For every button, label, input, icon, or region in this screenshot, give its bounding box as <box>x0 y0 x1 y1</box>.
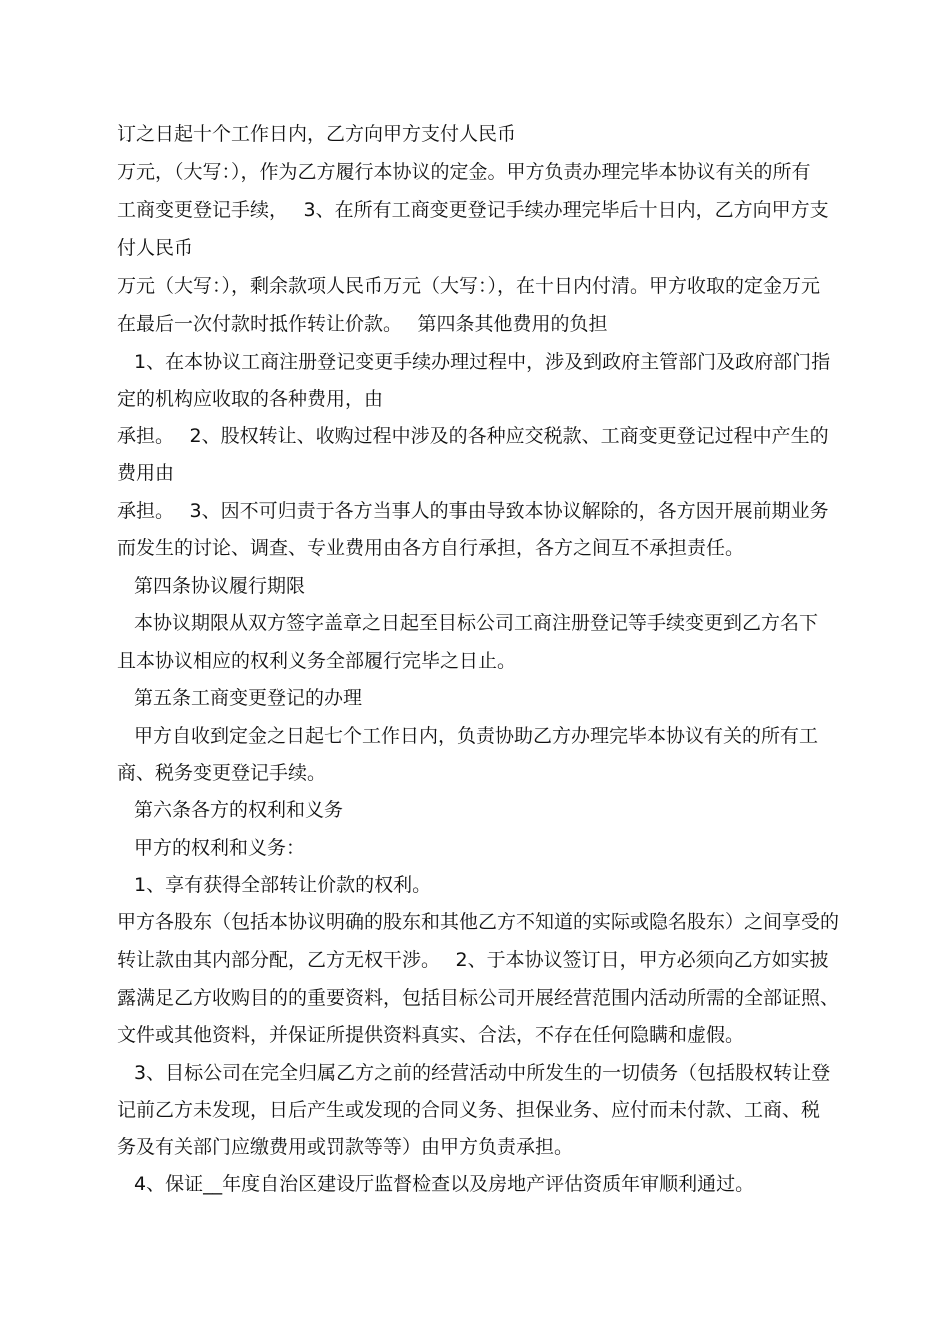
text-line: 承担。 2、股权转让、收购过程中涉及的各种应交税款、工商变更登记过程中产生的 <box>117 425 829 447</box>
section-heading: 第六条各方的权利和义务 <box>134 799 344 821</box>
text-line: 且本协议相应的权利义务全部履行完毕之日止。 <box>117 650 517 672</box>
text-line: 工商变更登记手续， 3、在所有工商变更登记手续办理完毕后十日内，乙方向甲方支 <box>117 199 829 221</box>
text-line: 定的机构应收取的各种费用，由 <box>117 388 384 410</box>
text-line: 转让款由其内部分配，乙方无权干涉。 2、于本协议签订日，甲方必须向乙方如实披 <box>117 949 829 971</box>
text-line: 万元（大写：），剩余款项人民币万元（大写：），在十日内付清。甲方收取的定金万元 <box>117 275 821 297</box>
text-line: 4、保证__年度自治区建设厅监督检查以及房地产评估资质年审顺利通过。 <box>134 1173 755 1195</box>
text-line: 商、税务变更登记手续。 <box>117 762 327 784</box>
text-line: 3、目标公司在完全归属乙方之前的经营活动中所发生的一切债务（包括股权转让登 <box>134 1062 831 1084</box>
text-line: 订之日起十个工作日内，乙方向甲方支付人民币 <box>117 123 517 145</box>
text-line: 费用由 <box>117 462 175 484</box>
text-line: 而发生的讨论、调查、专业费用由各方自行承担，各方之间互不承担责任。 <box>117 537 745 559</box>
section-heading: 第四条协议履行期限 <box>134 575 306 597</box>
section-heading: 第五条工商变更登记的办理 <box>134 687 363 709</box>
text-line: 文件或其他资料，并保证所提供资料真实、合法，不存在任何隐瞒和虚假。 <box>117 1024 745 1046</box>
text-line: 露满足乙方收购目的的重要资料，包括目标公司开展经营范围内活动所需的全部证照、 <box>117 987 840 1009</box>
text-line: 在最后一次付款时抵作转让价款。 第四条其他费用的负担 <box>117 313 608 335</box>
text-line: 付人民币 <box>117 237 194 259</box>
text-line: 甲方自收到定金之日起七个工作日内，负责协助乙方办理完毕本协议有关的所有工 <box>134 725 819 747</box>
text-line: 1、享有获得全部转让价款的权利。 <box>134 874 432 896</box>
text-line: 万元，（大写：），作为乙方履行本协议的定金。甲方负责办理完毕本协议有关的所有 <box>117 161 811 183</box>
text-line: 甲方的权利和义务： <box>134 837 306 859</box>
text-line: 本协议期限从双方签字盖章之日起至目标公司工商注册登记等手续变更到乙方名下 <box>134 612 819 634</box>
text-line: 记前乙方未发现，日后产生或发现的合同义务、担保业务、应付而未付款、工商、税 <box>117 1099 821 1121</box>
text-line: 甲方各股东（包括本协议明确的股东和其他乙方不知道的实际或隐名股东）之间享受的 <box>117 911 840 933</box>
text-line: 务及有关部门应缴费用或罚款等等）由甲方负责承担。 <box>117 1136 574 1158</box>
text-line: 1、在本协议工商注册登记变更手续办理过程中，涉及到政府主管部门及政府部门指 <box>134 351 831 373</box>
text-line: 承担。 3、因不可归责于各方当事人的事由导致本协议解除的，各方因开展前期业务 <box>117 500 829 522</box>
